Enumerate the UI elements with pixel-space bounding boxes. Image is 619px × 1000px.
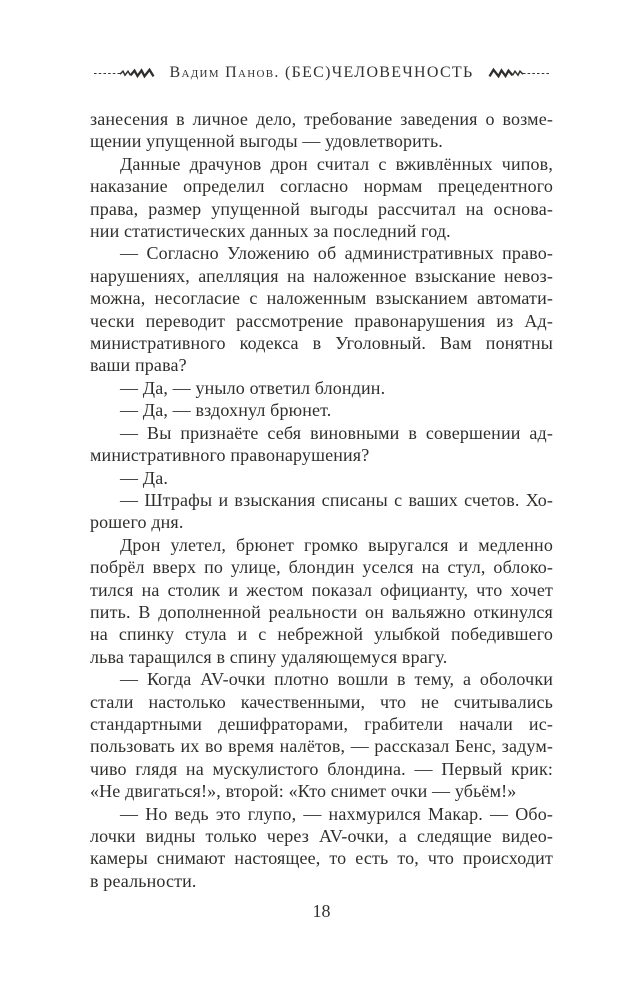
text-line: занесения в личное дело, требование заведения о возме- xyxy=(90,109,553,129)
paragraph xyxy=(90,467,553,489)
paragraph xyxy=(90,534,553,668)
text-line: Дрон улетел, брюнет громко выругался и медленно xyxy=(120,534,553,555)
text-line: стали настолько качественными, что не считывались xyxy=(90,691,553,712)
text-line: пользовать их во время налётов, — рассказал Бенс, задум- xyxy=(90,736,553,757)
text-line: — Согласно Уложению об административных право- xyxy=(120,243,553,264)
running-head xyxy=(90,62,553,84)
paragraph xyxy=(90,242,553,376)
text-line: чиво глядя на мускулистого блондина. — Первый крик: xyxy=(90,758,553,779)
text-line: щении упущенной выгоды — удовлетворить. xyxy=(90,131,443,152)
text-line: льва таращился в спину удаляющемуся врагу. xyxy=(90,646,448,667)
paragraph xyxy=(90,153,553,243)
paragraph xyxy=(90,668,553,802)
text-line: — Да, — вздохнул брюнет. xyxy=(120,400,332,421)
text-line: можна, несогласие с наложенным взысканием автомати- xyxy=(90,288,553,309)
paragraph xyxy=(90,377,553,399)
text-line: пить. В дополненной реальности он вальяжно откинулся xyxy=(90,601,553,622)
text-line: «Не двигаться!», второй: «Кто снимет очки — убьём!» xyxy=(90,781,517,802)
text-line: Данные драчунов дрон считал с вживлённых чипов, xyxy=(120,153,553,174)
text-line: права, размер упущенной выгоды рассчитал на основа- xyxy=(90,198,553,219)
text-line: ваши права? xyxy=(90,355,187,376)
page-body xyxy=(90,108,553,892)
paragraph xyxy=(90,399,553,421)
text-line: лочки видны только через AV-очки, а следящие видео- xyxy=(90,826,553,846)
paragraph xyxy=(90,422,553,467)
header-ornament-right-icon xyxy=(487,67,549,79)
text-line: — Но ведь это глупо, — нахмурился Макар. — Обо- xyxy=(120,803,553,824)
text-line: — Когда AV-очки плотно вошли в тему, а оболочки xyxy=(120,669,553,690)
text-line: министративного правонарушения? xyxy=(90,445,370,466)
text-line: — Да. xyxy=(120,467,169,488)
text-line: на спинку стула и с небрежной улыбкой победившего xyxy=(90,624,553,645)
text-line: чески переводит рассмотрение правонарушения из Ад- xyxy=(90,310,553,331)
text-line: — Штрафы и взыскания списаны с ваших счетов. Хо- xyxy=(120,489,553,510)
text-line: — Да, — уныло ответил блондин. xyxy=(120,377,386,398)
header-ornament-left-icon xyxy=(94,67,156,79)
paragraph xyxy=(90,803,553,893)
text-line: побрёл вверх по улице, блондин уселся на стул, облоко- xyxy=(90,557,553,578)
text-line: нарушениях, апелляция на наложенное взыскание невоз- xyxy=(90,265,553,286)
running-head-title: Вадим Панов. (БЕС)ЧЕЛОВЕЧНОСТЬ xyxy=(169,64,474,81)
text-line: рошего дня. xyxy=(90,512,184,533)
text-line: камеры снимают настоящее, то есть то, что происходит xyxy=(90,848,553,869)
text-line: тился на столик и жестом показал официанту, что хочет xyxy=(90,579,553,600)
paragraph xyxy=(90,489,553,534)
text-line: стандартными дешифраторами, грабители начали ис- xyxy=(90,713,553,734)
text-line: министративного кодекса в Уголовный. Вам понятны xyxy=(90,333,553,354)
text-line: — Вы признаёте себя виновными в совершении ад- xyxy=(120,422,553,443)
paragraph xyxy=(90,108,553,153)
text-line: в реальности. xyxy=(90,870,197,891)
text-line: наказание определил согласно нормам прецедентного xyxy=(90,176,553,197)
text-line: нии статистических данных за последний год. xyxy=(90,221,451,242)
page-number: 18 xyxy=(312,901,331,922)
